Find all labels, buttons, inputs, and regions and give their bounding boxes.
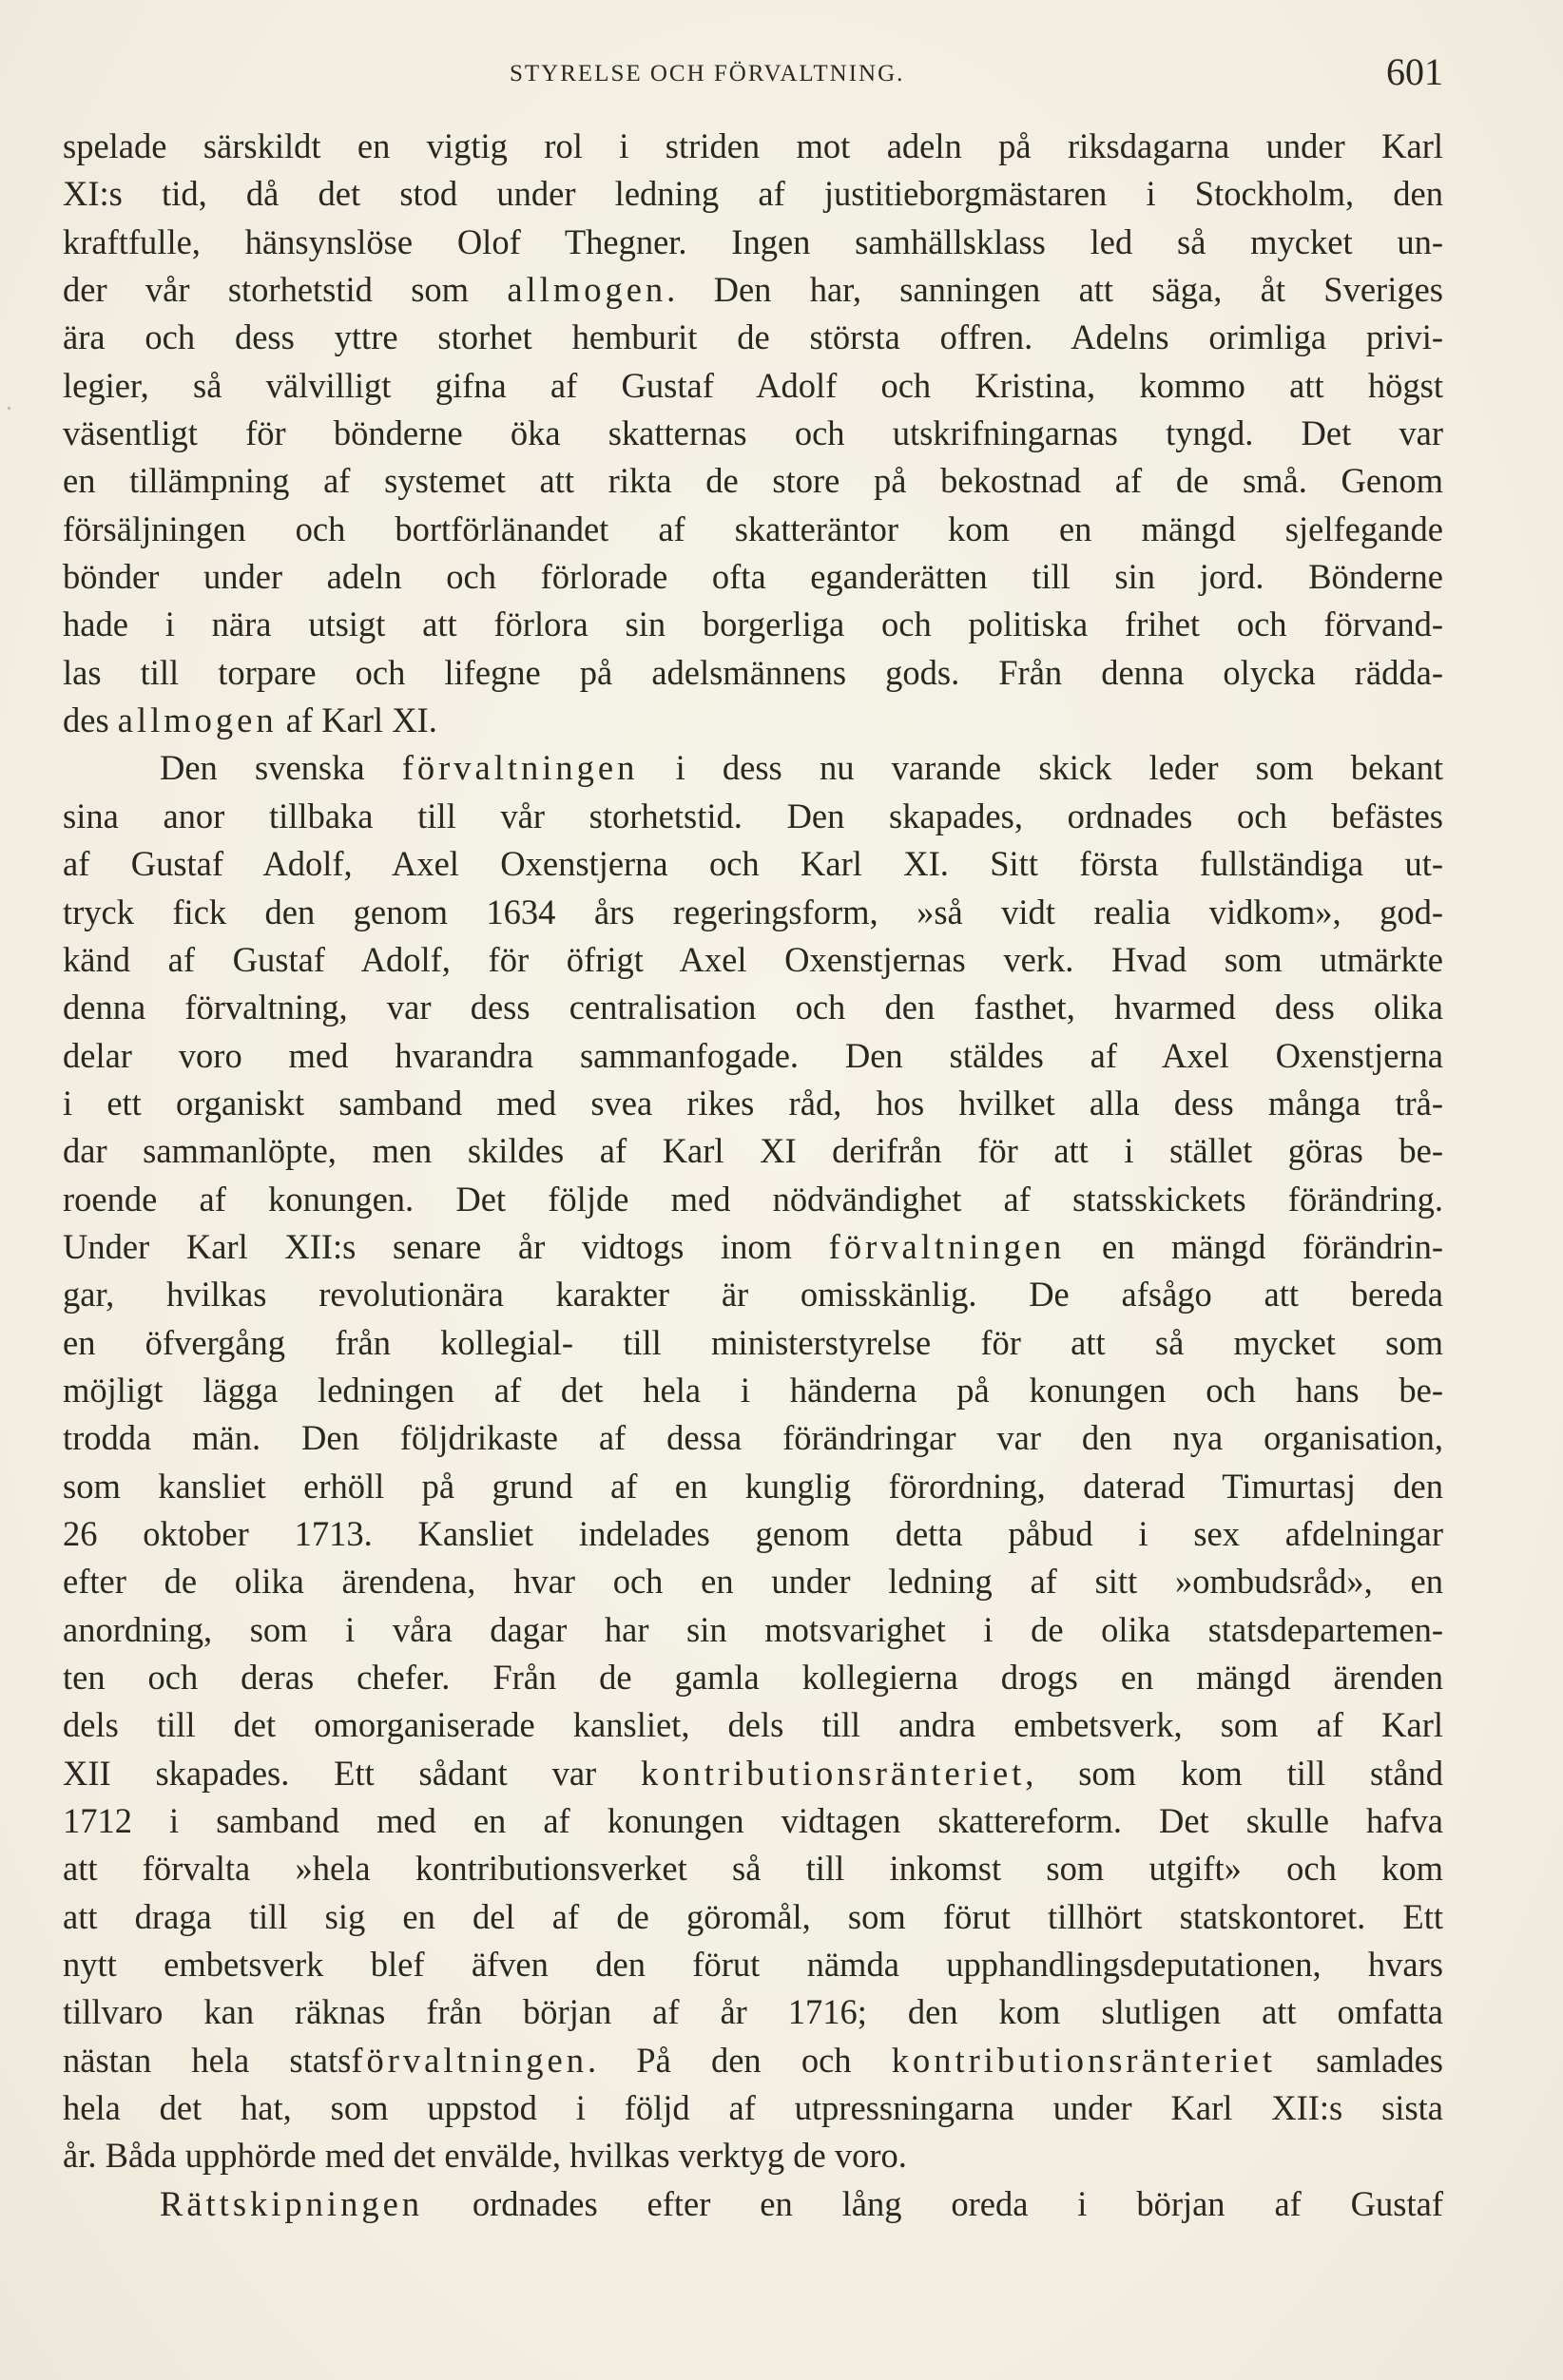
text-line: hade i nära utsigt att förlora sin borgerliga och politiska frihet och förvand- (63, 605, 1443, 644)
emphasized-word: förvaltningen (351, 2040, 588, 2080)
text-line: i ett organiskt samband med svea rikes råd, hos hvilket alla dess många trå- (63, 1083, 1443, 1123)
text-line: nytt embetsverk blef äfven den förut nämda upphandlingsdeputationen, hvars (63, 1945, 1443, 1985)
text-line: Rättskipningen ordnades efter en lång oreda i början af Gustaf (160, 2183, 1443, 2223)
text-line: dar sammanlöpte, men skildes af Karl XI derifrån för att i stället göras be- (63, 1131, 1443, 1171)
page-header (63, 49, 1443, 97)
emphasized-word: kontributionsränteriet (641, 1753, 1026, 1793)
text-line: gar, hvilkas revolutionära karakter är omisskänlig. De afsågo att bereda (63, 1275, 1443, 1315)
emphasized-word: förvaltningen (401, 748, 639, 788)
text-line: en öfvergång från kollegial- till ministerstyrelse för att så mycket som (63, 1322, 1443, 1362)
text-line: som kansliet erhöll på grund af en kunglig förordning, daterad Timurtasj den (63, 1466, 1443, 1506)
text-line: bönder under adeln och förlorade ofta eganderätten till sin jord. Bönderne (63, 557, 1443, 597)
text-line: år. Båda upphörde med det envälde, hvilkas verktyg de voro. (63, 2136, 907, 2176)
text-line: denna förvaltning, var dess centralisation och den fasthet, hvarmed dess olika (63, 988, 1443, 1027)
text-line: sina anor tillbaka till vår storhetstid. Den skapades, ordnades och befästes (63, 796, 1443, 835)
text-line: dels till det omorganiserade kansliet, dels till andra embetsverk, som af Karl (63, 1705, 1443, 1745)
emphasized-word: allmogen (117, 701, 278, 740)
page-number: 601 (1386, 50, 1443, 93)
text-line: der vår storhetstid som allmogen. Den har, sanningen att säga, åt Sveriges (63, 270, 1443, 310)
emphasized-word: Rättskipningen (160, 2183, 424, 2223)
text-line: en tillämpning af systemet att rikta de store på bekostnad af de små. Genom (63, 461, 1443, 501)
text-line: nästan hela statsförvaltningen. På den och kontributionsränteriet samlades (63, 2040, 1443, 2080)
text-line: XI:s tid, då det stod under ledning af justitieborgmästaren i Stockholm, den (63, 174, 1443, 214)
text-line: legier, så välvilligt gifna af Gustaf Adolf och Kristina, kommo att högst (63, 365, 1443, 405)
text-line: las till torpare och lifegne på adelsmännens gods. Från denna olycka rädda- (63, 652, 1443, 692)
text-line: försäljningen och bortförlänandet af skatteräntor kom en mängd sjelfegande (63, 509, 1443, 548)
text-line: möjligt lägga ledningen af det hela i händerna på konungen och hans be- (63, 1370, 1443, 1410)
text-line: väsentligt för bönderne öka skatternas och utskrifningarnas tyngd. Det var (63, 413, 1443, 453)
text-line: kraftfulle, hänsynslöse Olof Thegner. Ingen samhällsklass led så mycket un- (63, 221, 1443, 261)
running-title: STYRELSE OCH FÖRVALTNING. (510, 61, 905, 86)
text-line: tillvaro kan räknas från början af år 1716; den kom slutligen att omfatta (63, 1992, 1443, 2032)
text-line: 1712 i samband med en af konungen vidtagen skattereform. Det skulle hafva (63, 1801, 1443, 1841)
text-line: hela det hat, som uppstod i följd af utpressningarna under Karl XII:s sista (63, 2088, 1443, 2128)
text-line: spelade särskildt en vigtig rol i striden mot adeln på riksdagarna under Karl (63, 126, 1443, 165)
body-text (63, 123, 1443, 2228)
text-line: anordning, som i våra dagar har sin motsvarighet i de olika statsdepartemen- (63, 1609, 1443, 1649)
text-line: att förvalta »hela kontributionsverket så till inkomst som utgift» och kom (63, 1849, 1443, 1889)
emphasized-word: allmogen (507, 270, 667, 310)
text-line: ära och dess yttre storhet hemburit de största offren. Adelns orimliga privi- (63, 317, 1443, 357)
text-line: efter de olika ärendena, hvar och en under ledning af sitt »ombudsråd», en (63, 1562, 1443, 1602)
text-line: af Gustaf Adolf, Axel Oxenstjerna och Karl XI. Sitt första fullständiga ut- (63, 844, 1443, 884)
text-line: delar voro med hvarandra sammanfogade. Den stäldes af Axel Oxenstjerna (63, 1035, 1443, 1075)
text-line: trodda män. Den följdrikaste af dessa förändringar var den nya organisation, (63, 1418, 1443, 1458)
text-line: XII skapades. Ett sådant var kontributionsränteriet, som kom till stånd (63, 1753, 1443, 1793)
emphasized-word: kontributionsränteriet (891, 2040, 1277, 2080)
margin-speck (8, 407, 10, 410)
text-line: des allmogen af Karl XI. (63, 701, 437, 740)
text-line: att draga till sig en del af de göromål, som förut tillhört statskontoret. Ett (63, 1896, 1443, 1936)
text-line: tryck fick den genom 1634 års regeringsform, »så vidt realia vidkom», god- (63, 892, 1443, 931)
text-line: ten och deras chefer. Från de gamla kollegierna drogs en mängd ärenden (63, 1658, 1443, 1697)
emphasized-word: förvaltningen (828, 1226, 1066, 1266)
text-line: 26 oktober 1713. Kansliet indelades genom detta påbud i sex afdelningar (63, 1513, 1443, 1553)
text-line: känd af Gustaf Adolf, för öfrigt Axel Oxenstjernas verk. Hvad som utmärkte (63, 939, 1443, 979)
text-line: Under Karl XII:s senare år vidtogs inom förvaltningen en mängd förändrin- (63, 1226, 1443, 1266)
text-line: roende af konungen. Det följde med nödvändighet af statsskickets förändring. (63, 1179, 1443, 1219)
text-line: Den svenska förvaltningen i dess nu varande skick leder som bekant (160, 748, 1444, 788)
